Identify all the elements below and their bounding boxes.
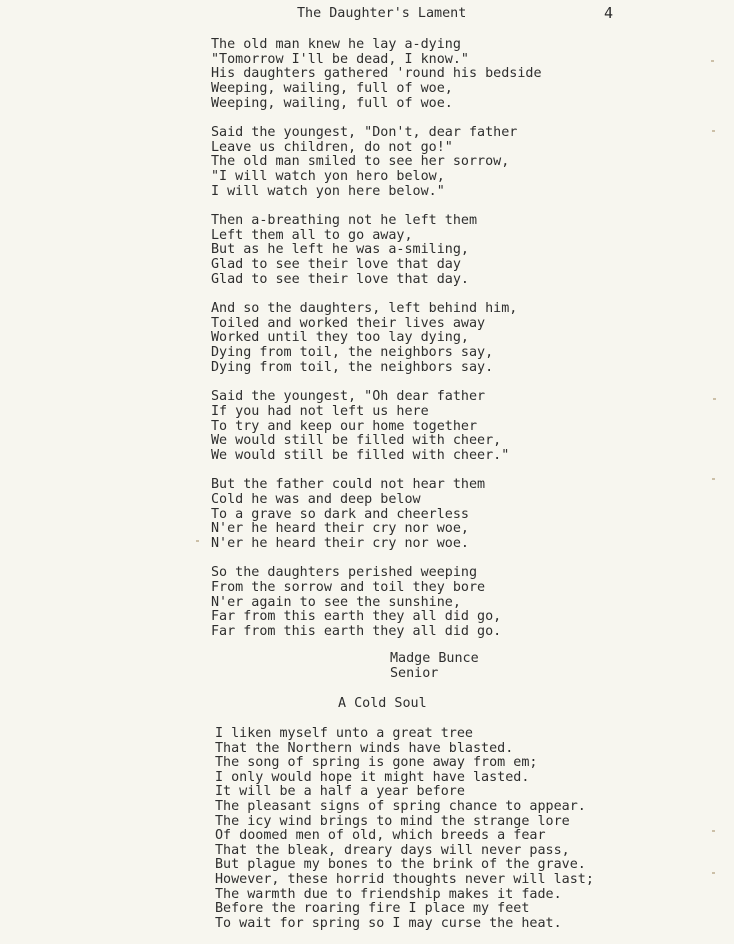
page-header-title: The Daughter's Lament: [297, 6, 467, 21]
poem-line: To try and keep our home together: [211, 418, 478, 434]
poem-line: To a grave so dark and cheerless: [211, 506, 469, 522]
poem-cold-soul: [215, 727, 655, 931]
poem-line: So the daughters perished weeping: [211, 565, 478, 581]
poem-line: Glad to see their love that day.: [211, 271, 469, 287]
poem-line: That the Northern winds have blasted.: [215, 740, 514, 756]
poem-line: I liken myself unto a great tree: [215, 726, 473, 741]
stanza: [211, 126, 631, 199]
poem-line: N'er again to see the sunshine,: [211, 594, 461, 610]
poem-line: "Tomorrow I'll be dead, I know.": [211, 51, 469, 67]
author-signature: [390, 652, 479, 681]
poem-line: If you had not left us here: [211, 403, 429, 419]
stanza: [211, 478, 631, 551]
poem-line: Toiled and worked their lives away: [211, 315, 486, 331]
poem-line: We would still be filled with cheer,: [211, 433, 502, 449]
poem-line: The old man smiled to see her sorrow,: [211, 154, 510, 170]
poem-line: We would still be filled with cheer.": [211, 447, 510, 463]
page-number: 4: [604, 4, 614, 22]
poem-line: Far from this earth they all did go.: [211, 623, 502, 639]
poem-line: It will be a half a year before: [215, 784, 465, 800]
poem-line: That the bleak, dreary days will never pass,: [215, 842, 570, 858]
poem-line: However, these horrid thoughts never will last;: [215, 871, 594, 887]
poem-line: The pleasant signs of spring chance to appear.: [215, 798, 586, 814]
stanza: [211, 566, 631, 639]
poem-line: The song of spring is gone away from em;: [215, 755, 538, 771]
poem-line: Leave us children, do not go!": [211, 139, 453, 155]
paper-speck: [712, 830, 715, 832]
author-class: Senior: [390, 665, 439, 681]
poem-line: The old man knew he lay a-dying: [211, 37, 461, 52]
poem-line: Dying from toil, the neighbors say.: [211, 359, 494, 375]
paper-speck: [712, 478, 715, 480]
poem-line: Cold he was and deep below: [211, 491, 421, 507]
poem-line: Before the roaring fire I place my feet: [215, 901, 530, 917]
poem-line: Worked until they too lay dying,: [211, 330, 469, 346]
poem-line: The warmth due to friendship makes it fade.: [215, 886, 562, 902]
author-name: Madge Bunce: [390, 651, 479, 666]
poem-line: Weeping, wailing, full of woe,: [211, 81, 453, 97]
poem-line: But the father could not hear them: [211, 477, 486, 493]
stanza: [211, 38, 631, 111]
poem-line: Said the youngest, "Don't, dear father: [211, 125, 518, 141]
poem-line: Glad to see their love that day: [211, 257, 461, 273]
stanza: [211, 214, 631, 287]
poem-line: N'er he heard their cry nor woe.: [211, 535, 469, 551]
poem-title-cold-soul: A Cold Soul: [338, 696, 427, 711]
poem-line: Far from this earth they all did go,: [211, 609, 502, 625]
poem-line: Left them all to go away,: [211, 227, 413, 243]
poem-line: Dying from toil, the neighbors say,: [211, 345, 494, 361]
poem-line: And so the daughters, left behind him,: [211, 301, 518, 317]
poem-line: I will watch yon here below.": [211, 183, 445, 199]
stanza: [211, 302, 631, 375]
paper-speck: [196, 540, 199, 542]
poem-line: The icy wind brings to mind the strange lore: [215, 813, 570, 829]
paper-speck: [711, 60, 714, 62]
poem-line: Then a-breathing not he left them: [211, 213, 478, 229]
poem-line: Weeping, wailing, full of woe.: [211, 95, 453, 111]
poem-line: But plague my bones to the brink of the grave.: [215, 857, 586, 873]
stanza: [211, 390, 631, 463]
poem-line: N'er he heard their cry nor woe,: [211, 521, 469, 537]
poem-line: Of doomed men of old, which breeds a fear: [215, 828, 546, 844]
poem-line: To wait for spring so I may curse the heat.: [215, 915, 562, 931]
paper-speck: [713, 398, 716, 400]
poem-line: "I will watch yon hero below,: [211, 169, 445, 185]
poem-line: His daughters gathered 'round his bedside: [211, 66, 542, 82]
poem-line: I only would hope it might have lasted.: [215, 769, 530, 785]
poem-line: But as he left he was a-smiling,: [211, 242, 469, 258]
poem-daughters-lament: [211, 38, 631, 654]
paper-speck: [712, 872, 715, 874]
paper-speck: [712, 130, 715, 132]
poem-line: Said the youngest, "Oh dear father: [211, 389, 486, 405]
poem-line: From the sorrow and toil they bore: [211, 579, 486, 595]
